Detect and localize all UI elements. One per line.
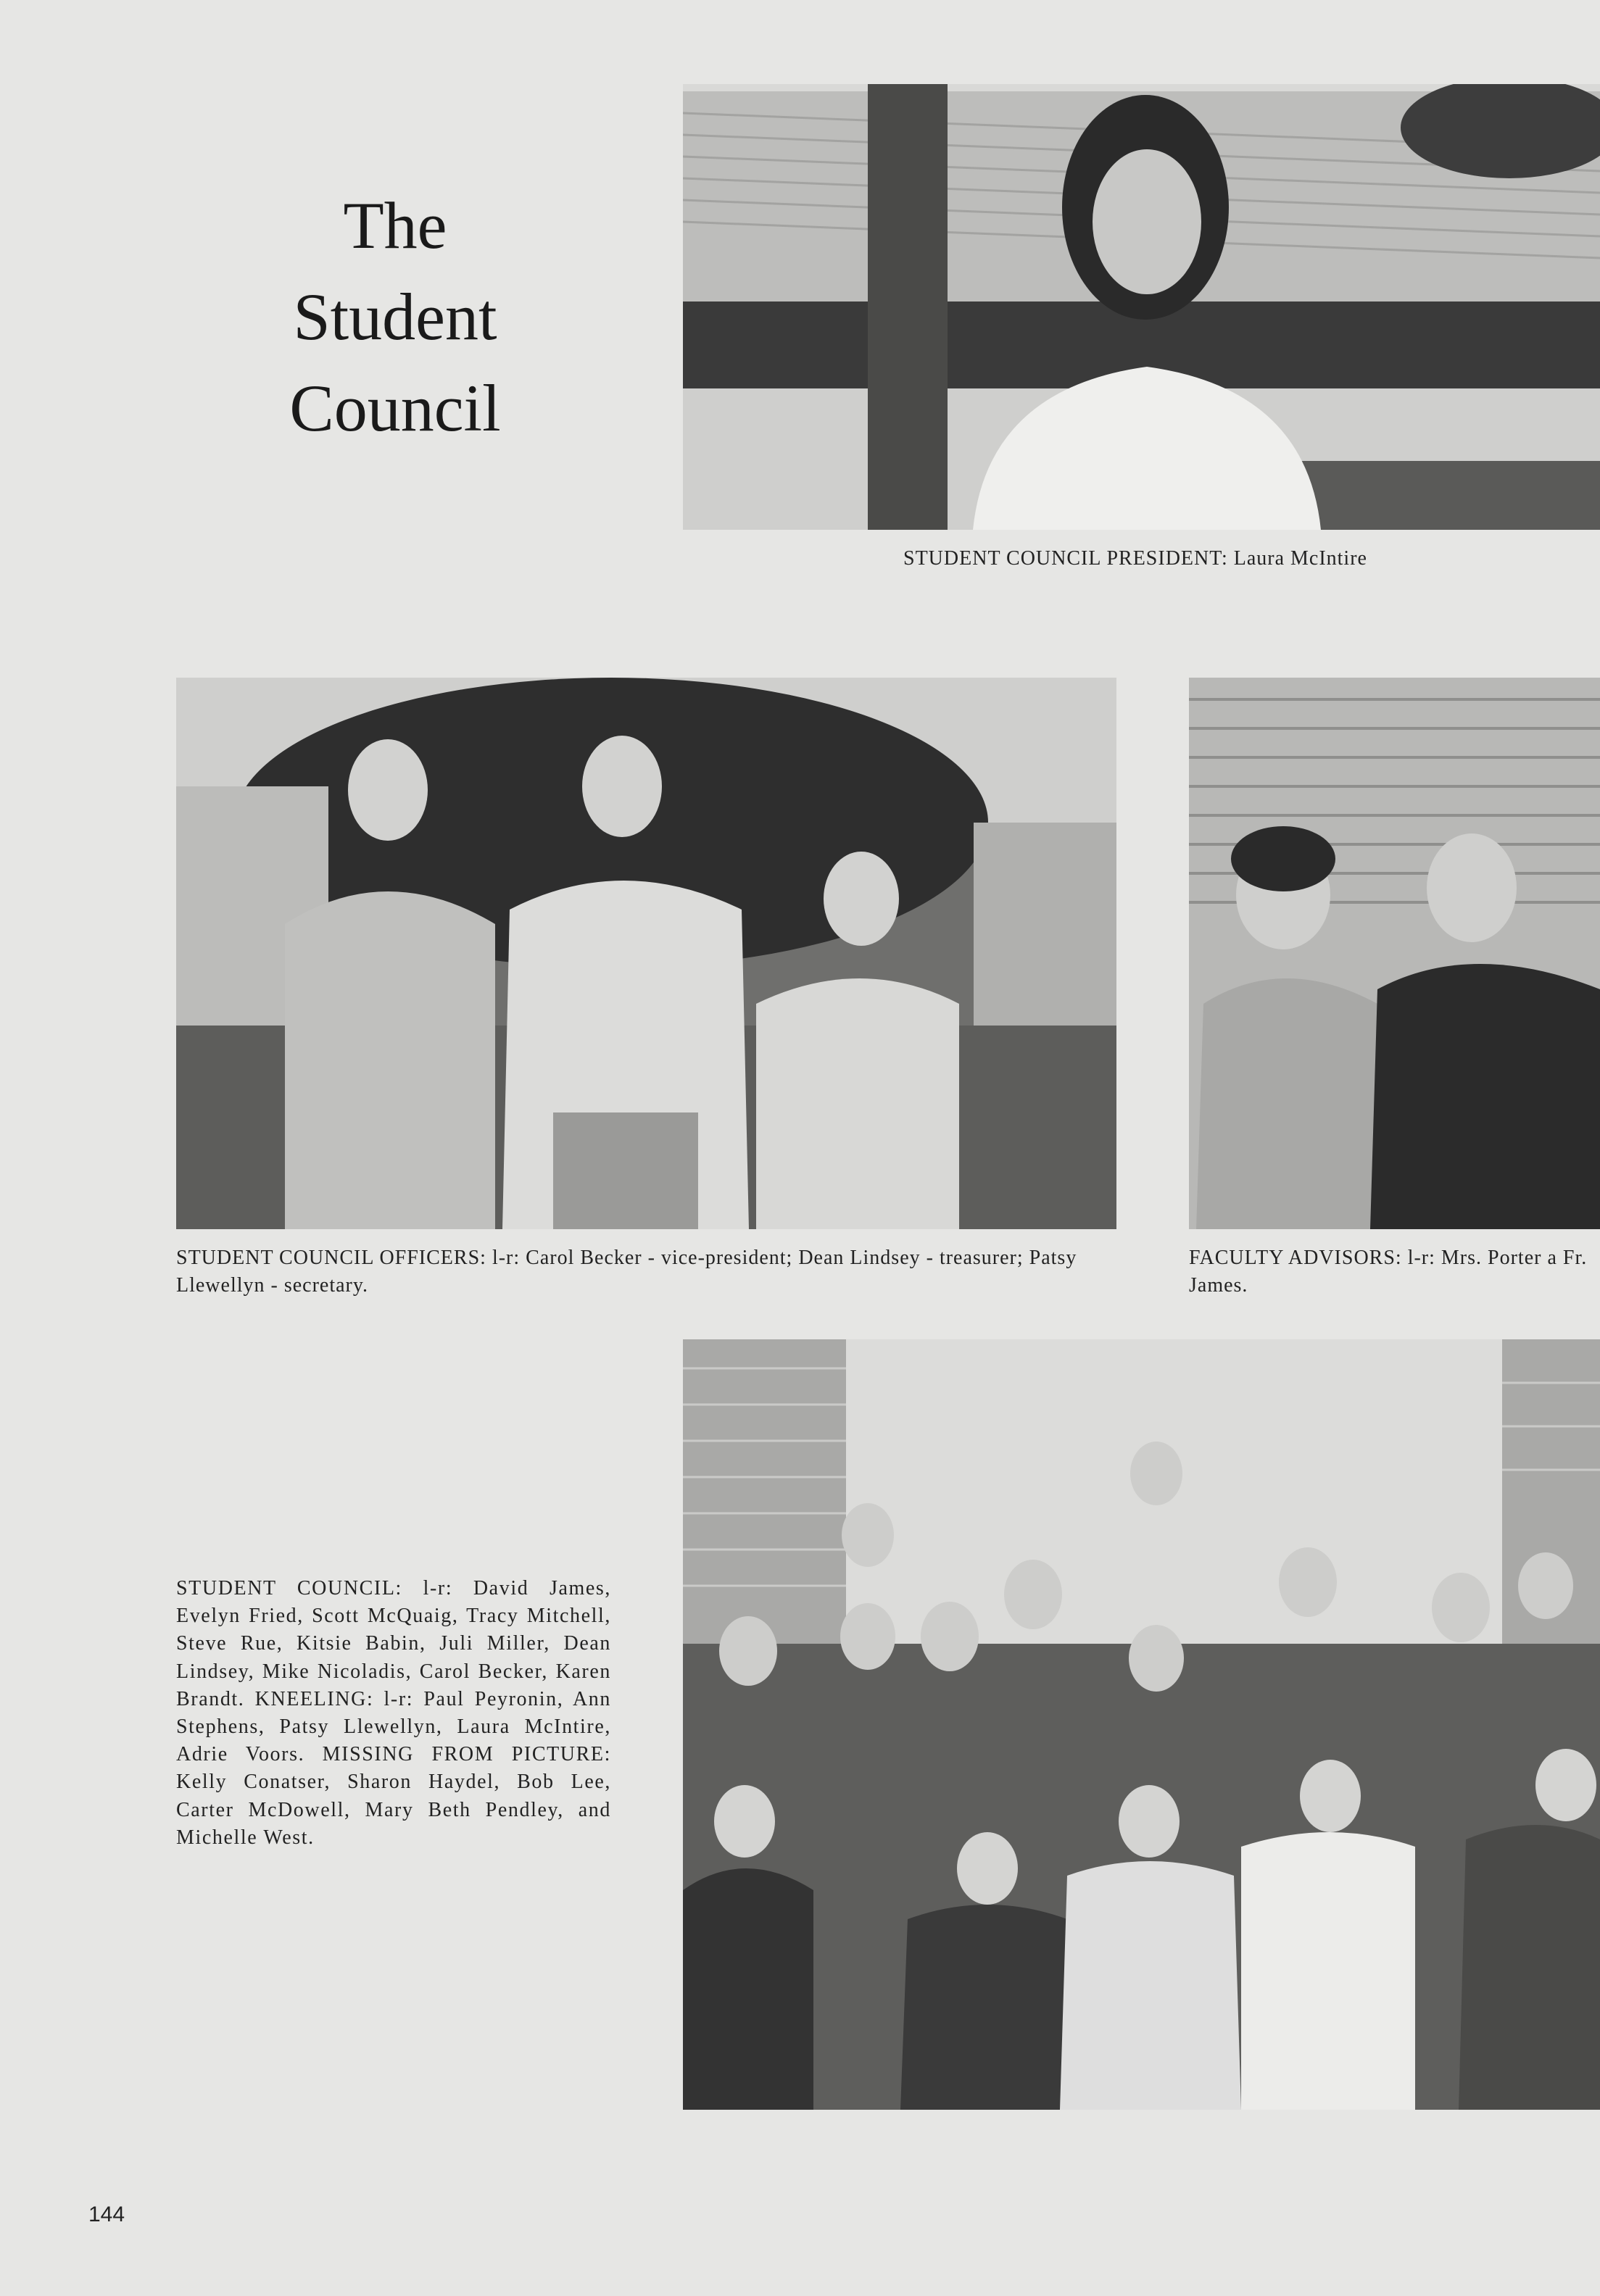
advisors-photo [1189,678,1600,1229]
title-line-3: Council [289,371,501,445]
group-photo [683,1339,1600,2110]
group-caption: STUDENT COUNCIL: l-r: David James, Evelyn Fried, Scott McQuaig, Tracy Mitchell, Steve Rue, Kitsie Babin, Juli Miller, Dean Lindsey, Mike Nicoladis, Carol Becker, Karen Brandt. KNEELING: l-r: Paul Peyronin, Ann Stephens, Patsy Llewellyn, Laura McIntire, Adrie Voors. MISSING FROM PICTURE: Kelly Conatser, Sharon Haydel, Bob Lee, Carter McDowell, Mary Beth Pendley, and Michelle West. [176,1577,611,1849]
president-photo [683,84,1600,530]
advisors-caption: FACULTY ADVISORS: l-r: Mrs. Porter a Fr. James. [1189,1247,1588,1297]
president-caption: STUDENT COUNCIL PRESIDENT: Laura McIntire [903,547,1367,570]
page-number: 144 [88,2203,125,2226]
officers-caption: STUDENT COUNCIL OFFICERS: l-r: Carol Becker - vice-president; Dean Lindsey - treasurer; Patsy Llewellyn - secretary. [176,1247,1077,1297]
title-line-2: Student [293,280,497,354]
title-line-1: The [343,188,447,262]
page-title [275,180,515,454]
officers-photo [176,678,1116,1229]
